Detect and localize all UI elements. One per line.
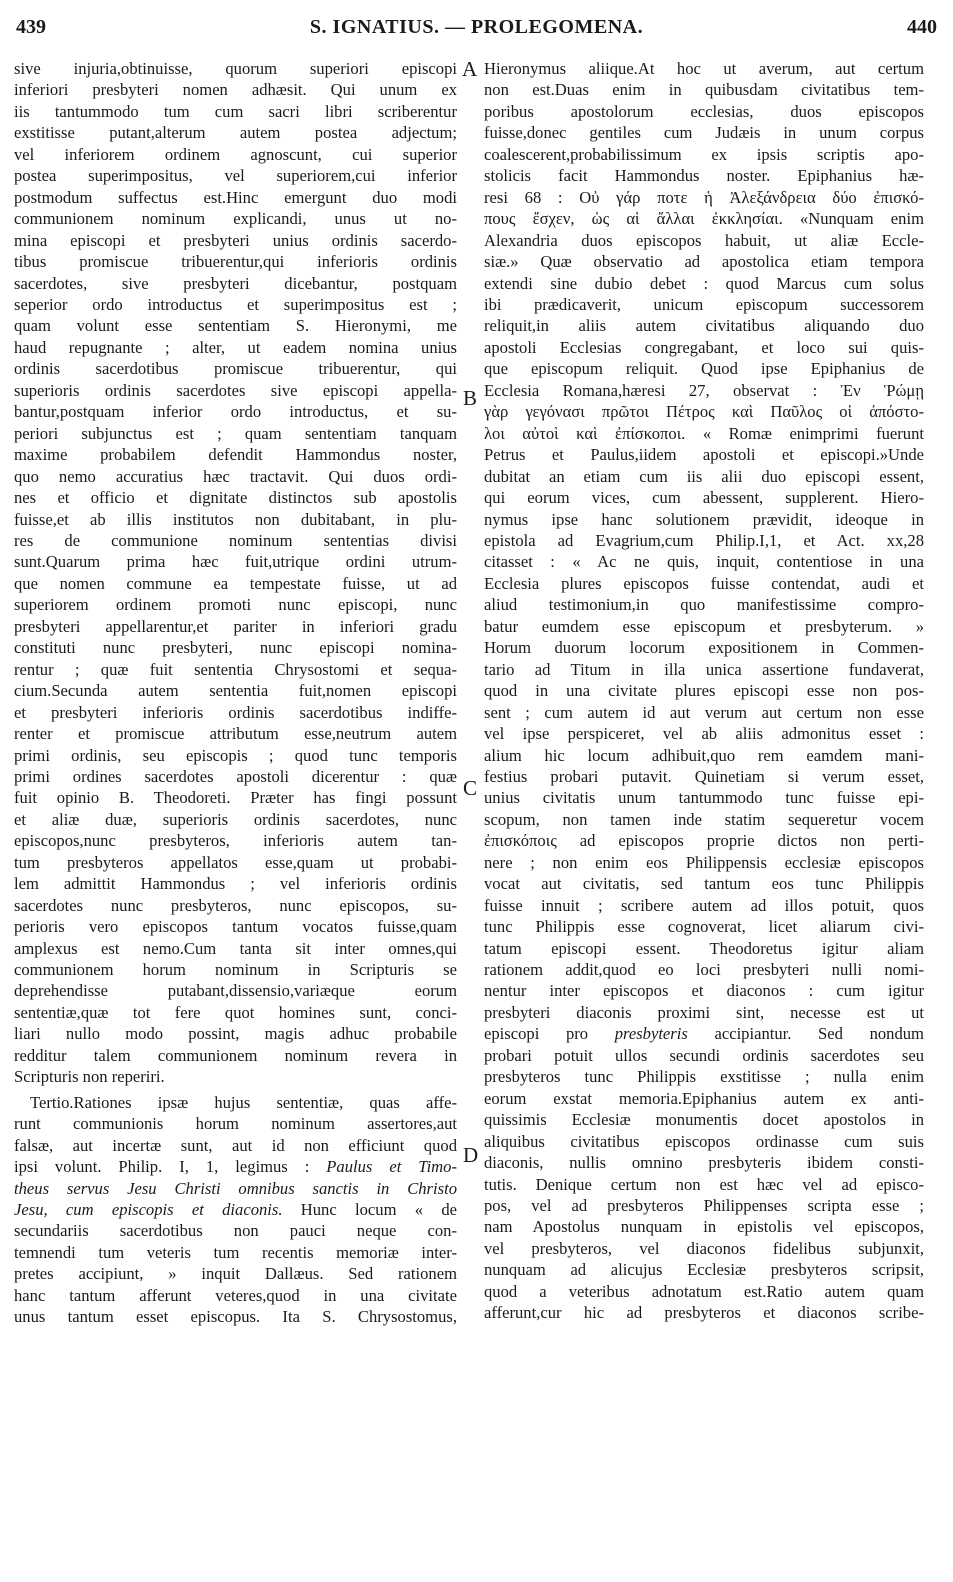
text-line: Tertio.Rationes ipsæ hujus sententiæ, quas affe- bbox=[30, 1092, 457, 1112]
text-line bbox=[14, 1178, 457, 1199]
text-line: tatum episcopi essent. Theodoretus igitur aliam bbox=[484, 938, 924, 958]
text-line: postea superimpositus, vel superiorem,cui inferior bbox=[14, 166, 457, 186]
text-line: nere ; non enim eos Philippensis ecclesiæ episcopos bbox=[484, 852, 924, 872]
text-line: falsæ, aut incertæ sunt, aut id non efficiunt quod bbox=[14, 1135, 457, 1155]
margin-letter-d: D bbox=[463, 1143, 479, 1167]
text-line: Petrus et Paulus,iidem apostoli et episcopi.»Unde bbox=[484, 445, 924, 465]
text-line: runt communionis horum nominum assertores,aut bbox=[14, 1114, 457, 1134]
text-line: que episcopum reliquit. Quod ipse Epiphanius de bbox=[484, 359, 924, 379]
text-line: vel inferiorem ordinem agnoscunt, cui superior bbox=[14, 144, 457, 164]
text-line: temnendi tum veteris tum recentis memoriæ inter- bbox=[14, 1242, 457, 1262]
text-line: tibus promiscue tribuerentur,qui inferioris ordinis bbox=[14, 252, 457, 272]
text-line: communionem nominum explicandi, unus ut no- bbox=[14, 209, 457, 229]
text-line: ibi prædicaverit, unicum episcopum successorem bbox=[484, 294, 924, 314]
text-line: que nomen commune ea tempestate fuisse, ut ad bbox=[14, 573, 457, 593]
right-column bbox=[484, 58, 924, 1324]
text-line: perioris vero episcopos tantum vocatos fuisse,quam bbox=[14, 917, 457, 937]
text-line: rentur ; quæ fuit sententia Chrysostomi et sequa- bbox=[14, 659, 457, 679]
text-line: fuit opinio B. Theodoreti. Præter has fingi possunt bbox=[14, 788, 457, 808]
text-line: Ecclesia plures episcopos fuisse contendat, audi et bbox=[484, 573, 924, 593]
text-line: Horum duorum locorum expositionem in Commen- bbox=[484, 638, 924, 658]
text-line: pos, vel ad presbyteros Philippenses scripta esse ; bbox=[484, 1196, 924, 1216]
text-line: unius civitatis unum tantummodo tunc fuisse epi- bbox=[484, 788, 924, 808]
text-line: apostoli Ecclesias congregabant, et loco sui quis- bbox=[484, 337, 924, 357]
text-line: πους ἔσχεν, ὡς αἱ ἄλλαι ἐκκλησίαι. «Nunquam enim bbox=[484, 209, 924, 229]
italic-text: Paulus et Timo- bbox=[326, 1157, 457, 1177]
text-line: inferiori presbyteri nomen adhæsit. Qui unum ex bbox=[14, 80, 457, 100]
text-line: resi 68 : Οὐ γάρ ποτε ἡ Ἀλεξάνδρεια δύο ἐπισκό- bbox=[484, 187, 924, 207]
line-text: ipsi volunt. Philip. I, 1, legimus : bbox=[14, 1157, 310, 1177]
margin-letter-b: B bbox=[463, 386, 478, 410]
italic-text: theus servus Jesu Christi omnibus sanctis in Christo bbox=[14, 1178, 457, 1198]
text-line: Scripturis non reperiri. bbox=[14, 1067, 165, 1087]
text-line bbox=[14, 1156, 457, 1177]
text-line: diaconis, nullis omnino presbyteris ibidem consti- bbox=[484, 1153, 924, 1173]
text-line: cium.Secunda autem sententia fuit,nomen episcopi bbox=[14, 681, 457, 701]
text-line: qui eorum vices, cum abessent, supplerent. Hiero- bbox=[484, 488, 924, 508]
text-line: communionem horum nominum in Scripturis se bbox=[14, 960, 457, 980]
text-line: sententiæ,quæ tot fere quot homines sunt, conci- bbox=[14, 1002, 457, 1022]
left-column bbox=[14, 58, 457, 1328]
text-line: batur eumdem esse episcopum et presbyterum. » bbox=[484, 616, 924, 636]
text-line: liari nullo modo possint, magis adhuc probabile bbox=[14, 1024, 457, 1044]
text-line: sunt.Quarum prima hæc fuit,utrique ordini utrum- bbox=[14, 552, 457, 572]
text-line: et presbyteri inferioris ordinis sacerdotibus indiffe- bbox=[14, 702, 457, 722]
text-line: vel ipse perspiceret, vel ab aliis admonitus esset : bbox=[484, 724, 924, 744]
text-line bbox=[14, 1199, 457, 1220]
running-header bbox=[14, 16, 939, 46]
text-line: constituti nunc presbyteri, nunc episcopi nomina- bbox=[14, 638, 457, 658]
line-text: Hunc locum « de bbox=[300, 1200, 457, 1220]
text-line: nam Apostolus nunquam in epistolis vel episcopos, bbox=[484, 1217, 924, 1237]
text-line: quam volunt esse sententiam S. Hieronymi, me bbox=[14, 316, 457, 336]
text-line: unus tantum esset episcopus. Ita S. Chrysostomus, bbox=[14, 1307, 457, 1327]
text-line: probari potuit ullos secundi ordinis sacerdotes seu bbox=[484, 1045, 924, 1065]
page-number-left: 439 bbox=[16, 16, 46, 38]
text-line: quod a veteribus adnotatum est.Ratio autem quam bbox=[484, 1281, 924, 1301]
text-line: primi ordines sacerdotes apostoli dicerentur : quæ bbox=[14, 766, 457, 786]
text-line: sive injuria,obtinuisse, quorum superiori episcopi bbox=[14, 59, 457, 78]
text-line: quo nemo accuratius hæc tractavit. Qui duos ordi- bbox=[14, 466, 457, 486]
text-line: sent ; cum autem id aut verum aut certum non esse bbox=[484, 702, 924, 722]
text-line: mina episcopi et presbyteri unius ordinis sacerdo- bbox=[14, 230, 457, 250]
text-line: postmodum suffectus est.Hinc emergunt duo modi bbox=[14, 187, 457, 207]
text-line: ἐπισκόποις ad episcopos proprie dictos non perti- bbox=[484, 831, 924, 851]
text-line: aliquibus civitatibus episcopos ordinasse cum suis bbox=[484, 1131, 924, 1151]
text-line: afferunt,cur hic ad presbyteros et diaconos scribe- bbox=[484, 1303, 924, 1323]
text-line: aliud testimonium,in quo manifestissime compro- bbox=[484, 595, 924, 615]
text-line: vel presbyteros, vel diaconos fidelibus subjunxit, bbox=[484, 1238, 924, 1258]
running-title: S. IGNATIUS. — PROLEGOMENA. bbox=[309, 16, 644, 38]
text-line: Ecclesia Romana,hæresi 27, observat : Ἐν Ῥώμῃ bbox=[484, 380, 924, 400]
italic-text: Jesu, cum episcopis et diaconis. bbox=[14, 1200, 283, 1220]
text-line: periori subjunctus est ; quam sententiam tanquam bbox=[14, 423, 457, 443]
text-line: episcopos,nunc presbyteros, inferioris autem tan- bbox=[14, 831, 457, 851]
text-line: nes et officio et dignitate distinctos sub apostolis bbox=[14, 488, 457, 508]
text-line: nunquam ad alicujus Ecclesiæ presbyteros scripsit, bbox=[484, 1260, 924, 1280]
text-line: scopum, non tamen inde statim sequeretur vocem bbox=[484, 809, 924, 829]
text-line: presbyteri diaconis proximi sint, necesse est ut bbox=[484, 1002, 924, 1022]
text-line: tario ad Titum in illa unica assertione fundaverat, bbox=[484, 659, 924, 679]
text-line: et aliæ duæ, superioris ordinis sacerdotes, nunc bbox=[14, 809, 457, 829]
italic-text: presbyteris bbox=[614, 1024, 688, 1044]
text-line: bantur,postquam inferior ordo introductus, et su- bbox=[14, 402, 457, 422]
text-line: stolicis facit Hammondus noster. Epiphanius hæ- bbox=[484, 166, 924, 186]
text-line: rationem addit,quod eo loci presbyteri nulli nomi- bbox=[484, 960, 924, 980]
text-line: tunc Philippis esse cognoverat, licet aliarum civi- bbox=[484, 917, 924, 937]
text-line: nentur inter episcopos et diaconos : cum igitur bbox=[484, 981, 924, 1001]
text-line: dubitat an etiam cum iis alii duo episcopi essent, bbox=[484, 466, 924, 486]
text-line: res de communione nominum sententias divisi bbox=[14, 530, 457, 550]
text-line: quissimis Ecclesiæ monumentis docet apostolos in bbox=[484, 1110, 924, 1130]
text-line: festius probari putavit. Quinetiam si verum esset, bbox=[484, 766, 924, 786]
text-line: superiorem ordinem promoti nunc episcopi, nunc bbox=[14, 595, 457, 615]
text-line: pretes accipiunt, » inquit Dallæus. Sed rationem bbox=[14, 1264, 457, 1284]
text-line: exstitisse putant,alterum autem postea adjectum; bbox=[14, 123, 457, 143]
text-line: sacerdotes, sive presbyteri dicebantur, postquam bbox=[14, 273, 457, 293]
text-line: alium hic locum adhibuit,quo rem eamdem mani- bbox=[484, 745, 924, 765]
text-line: haud repugnante ; alter, ut eadem nomina unius bbox=[14, 337, 457, 357]
text-line: lem admittit Hammondus ; vel inferioris ordinis bbox=[14, 874, 457, 894]
text-line: amplexus est nemo.Cum tanta sit inter omnes,qui bbox=[14, 938, 457, 958]
text-line: renter et promiscue attributum esse,neutrum autem bbox=[14, 724, 457, 744]
text-line: coalescerent,probabilissimum ex ipsis scriptis apo- bbox=[484, 144, 924, 164]
text-line: quod in una civitate plures episcopi esse non pos- bbox=[484, 681, 924, 701]
text-line: redditur talem communionem nominum revera in bbox=[14, 1045, 457, 1065]
line-text: accipiantur. Sed nondum bbox=[714, 1024, 924, 1044]
text-line: iis tantummodo tum cum sacri libri scriberentur bbox=[14, 101, 457, 121]
text-line: fuisse innuit ; scribere autem ad illos potuit, quos bbox=[484, 895, 924, 915]
text-line: siæ.» Quæ observatio ad apostolica etiam tempora bbox=[484, 252, 924, 272]
text-line: maxime probabilem defendit Hammondus noster, bbox=[14, 445, 457, 465]
text-line: nymus ipse hanc solutionem prævidit, ideoque in bbox=[484, 509, 924, 529]
text-line: poribus apostolorum ecclesias, duos episcopos bbox=[484, 101, 924, 121]
page-number-right: 440 bbox=[907, 16, 937, 38]
text-line: seperior ordo introductus et superimpositus est ; bbox=[14, 294, 457, 314]
text-line: fuisse,donec gentiles cum Judæis in unum corpus bbox=[484, 123, 924, 143]
text-line: epistola ad Evagrium,cum Philip.I,1, et Act. xx,28 bbox=[484, 530, 924, 550]
margin-letter-a: A bbox=[462, 57, 478, 81]
text-line: Alexandria duos episcopos habuit, ut aliæ Eccle- bbox=[484, 230, 924, 250]
text-line: citasset : « Ac ne quis, inquit, contentiose in una bbox=[484, 552, 924, 572]
text-line: non est.Duas enim in quibusdam civitatibus tem- bbox=[484, 80, 924, 100]
text-line: extendi sine dubio debet : quod Marcus cum solus bbox=[484, 273, 924, 293]
text-line: sacerdotes nunc presbyteros, nunc episcopos, su- bbox=[14, 895, 457, 915]
margin-letter-c: C bbox=[463, 776, 478, 800]
text-line: secundariis sacerdotibus non pauci neque con- bbox=[14, 1221, 457, 1241]
text-line: λοι αὐτοὶ καὶ ἐπίσκοποι. « Romæ enimprimi fuerunt bbox=[484, 423, 924, 443]
text-line: fuisse,et ab illis institutos non dubitabant, in plu- bbox=[14, 509, 457, 529]
line-text: episcopi pro bbox=[484, 1024, 589, 1044]
text-line: deprehendisse putabant,dissensio,variæque eorum bbox=[14, 981, 457, 1001]
text-line: tum presbyteros appellatos esse,quam ut probabi- bbox=[14, 852, 457, 872]
text-line: hanc tantum afferunt veteres,quod in una civitate bbox=[14, 1285, 457, 1305]
text-line: ordinis sacerdotibus promiscue tribuerentur, qui bbox=[14, 359, 457, 379]
text-line: Hieronymus aliique.At hoc ut averum, aut certum bbox=[484, 59, 924, 78]
text-line: reliquit,in aliis autem civitatibus aliquando duo bbox=[484, 316, 924, 336]
text-line: primi ordinis, seu episcopis ; quod tunc temporis bbox=[14, 745, 457, 765]
text-line: presbyteri appellarentur,et pariter in inferiori gradu bbox=[14, 616, 457, 636]
text-line: superioris ordinis sacerdotes sive episcopi appella- bbox=[14, 380, 457, 400]
text-line: tutis. Denique certum non est hæc vel ad episco- bbox=[484, 1174, 924, 1194]
text-line: γὰρ γεγόνασι πρῶτοι Πέτρος καὶ Παῦλος οἱ ἀπόστο- bbox=[484, 402, 924, 422]
text-line: vocat aut civitatis, sed tantum eos tunc Philippis bbox=[484, 874, 924, 894]
text-line: eorum exstat memoria.Epiphanius autem ex anti- bbox=[484, 1088, 924, 1108]
text-line: presbyteros tunc Philippis exstitisse ; nulla enim bbox=[484, 1067, 924, 1087]
text-line bbox=[484, 1023, 924, 1044]
